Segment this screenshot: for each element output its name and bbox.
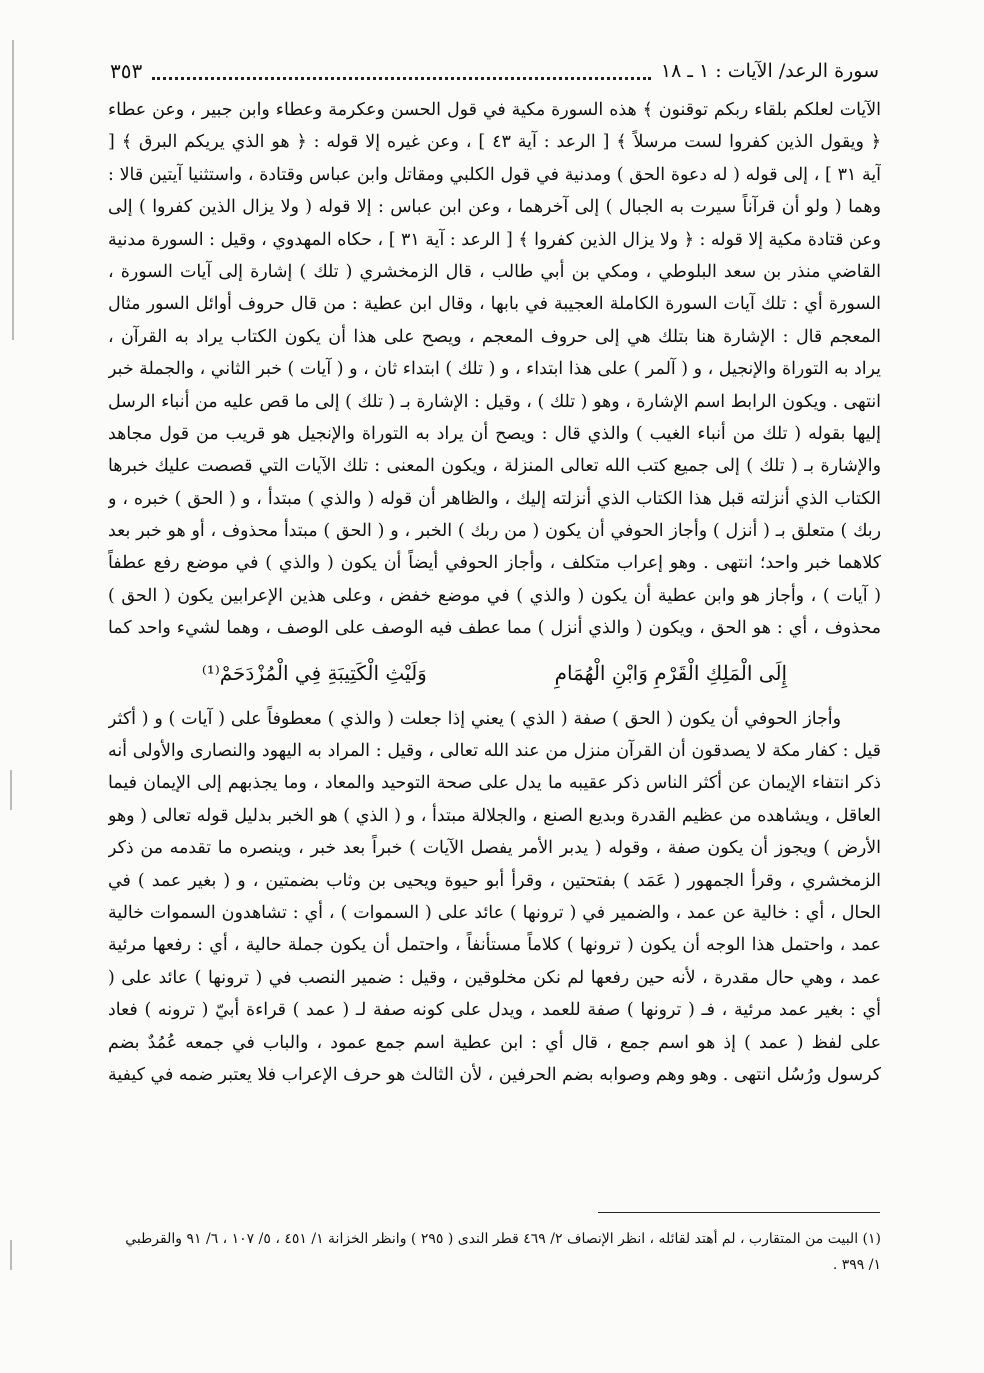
text-line: الزمخشري ، وقرأ الجمهور ( عَمَد ) بفتحتين ، وقرأ أبو حيوة ويحيى بن وثاب بضمتين ، و ( بغير عمد ) في xyxy=(108,870,881,891)
scan-margin-mark xyxy=(12,40,14,340)
text-line: عمد ، واحتمل هذا الوجه أن يكون ( ترونها ) كلاماً مستأنفاً ، واحتمل أن يكون جملة حالية ، أي : رفعها مرئية xyxy=(108,935,881,956)
text-block-1 xyxy=(108,94,881,645)
scan-margin-mark xyxy=(10,1240,12,1270)
text-line: عمد ، وهي حال مقدرة ، لأنه حين رفعها لم نكن مخلوقين ، وقيل : ضمير النصب في ( ترونها ) عائد على ( xyxy=(108,967,881,988)
text-line: الأرض ) ويجوز أن يكون صفة ، وقوله ( يدبر الأمر يفصل الآيات ) خبراً بعد خبر ، وينصره ما تقدمه من ذكر xyxy=(108,838,881,859)
footnote-line-2: ١/ ٣٩٩ . xyxy=(832,1257,881,1273)
text-line: قيل : كفار مكة لا يصدقون أن القرآن منزل من عند الله تعالى ، وقيل : المراد به اليهود والنصارى والأولى أنه xyxy=(108,741,881,762)
text-block-2 xyxy=(108,703,881,1092)
text-line: الكتاب الذي أنزلته قبل هذا الكتاب الذي أنزلته إليك ، والظاهر أن قوله ( والذي ) مبتدأ ، و ( الحق ) خبره ، و xyxy=(108,488,881,509)
text-line: انتهى . ويكون الرابط اسم الإشارة ، وهو ( تلك ) ، وقيل : الإشارة بـ ( تلك ) إلى ما قص عليه من أنباء الرسل xyxy=(108,391,881,412)
main-text xyxy=(108,94,881,1091)
text-line: الحال ، أي : خالية عن عمد ، والضمير في ( ترونها ) عائد على ( السموات ) ، أي : تشاهدون السموات خالية xyxy=(108,902,881,923)
text-line: أي : بغير عمد مرئية ، فـ ( ترونها ) صفة للعمد ، ويدل على كونه صفة لـ ( عمد ) قراءة أبيّ ( ترونه ) فعاد xyxy=(108,1000,881,1021)
text-line: ( آيات ) ، وأجاز هو وابن عطية أن يكون ( والذي ) في موضع خفض ، وعلى هذين الإعرابين يكون ( الحق ) xyxy=(108,585,881,606)
text-line: كلاهما خبر واحد؛ انتهى . وهو إعراب متكلف ، وأجاز الحوفي أيضاً أن يكون ( والذي ) في موضع رفع عطفاً xyxy=(108,553,881,574)
text-line: وعن قتادة مكية إلا قوله : ﴿ ولا يزال الذين كفروا ﴾ [ الرعد : آية ٣١ ] ، حكاه المهدوي ، وقيل : السورة مدنية xyxy=(108,229,881,250)
text-line: ربك ) متعلق بـ ( أنزل ) وأجاز الحوفي أن يكون ( من ربك ) الخبر ، و ( الحق ) مبتدأ محذوف ، أو هو خبر بعد xyxy=(108,521,881,542)
running-header xyxy=(110,56,879,86)
text-line: وأجاز الحوفي أن يكون ( الحق ) صفة ( الذي ) يعني إذا جعلت ( والذي ) معطوفاً على ( آيات ) و ( أكثر xyxy=(108,708,841,729)
text-line: السورة أي : تلك آيات السورة الكاملة العجيبة في بابها ، وقال ابن عطية : من قال حروف أوائل السور مثال xyxy=(108,294,881,315)
header-title: سورة الرعد/ الآيات : ١ ـ ١٨ xyxy=(660,60,879,82)
header-dotted-leader xyxy=(152,63,651,80)
text-line: يراد به التوراة والإنجيل ، و ( آلمر ) على هذا ابتداء ، و ( تلك ) ابتداء ثان ، و ( آيات ) خبر الثاني ، والجملة خبر xyxy=(108,359,881,380)
verse-hemistich-2: وَلَيْثِ الْكَتِيبَةِ فِي الْمُزْدَحَمْ⁽¹⁾ xyxy=(201,661,427,686)
text-line: وهما ( ولو أن قرآناً سيرت به الجبال ) إلى آخرهما ، وعن ابن عباس : إلا قوله ( ولا يزال الذين كفروا ) إلى xyxy=(108,197,881,218)
text-line: إليها بقوله ( تلك من أنباء الغيب ) والذي قال : ويصح أن يراد به التوراة والإنجيل هو قريب من قول مجاهد xyxy=(108,423,881,444)
poetry-verse xyxy=(108,645,881,703)
text-line: المعجم قال : الإشارة هنا بتلك هي إلى حروف المعجم ، ويصح على هذا أن يكون الكتاب يراد به القرآن ، xyxy=(108,326,881,347)
text-line: آية ٣١ ] ، إلى قوله ( له دعوة الحق ) ومدنية في قول الكلبي ومقاتل وابن عباس وقتادة ، واستثنيا آيتين قالا : xyxy=(108,164,881,185)
footnote xyxy=(108,1226,881,1278)
text-line: العاقل ، ويشاهده من عظيم القدرة وبديع الصنع ، والجلالة مبتدأ ، و ( الذي ) هو الخبر بدليل قوله تعالى ( وهو xyxy=(108,805,881,826)
verse-hemistich-1: إِلَى الْمَلِكِ الْقَرْمِ وَابْنِ الْهُمَامِ xyxy=(554,661,788,686)
text-line: القاضي منذر بن سعد البلوطي ، ومكي بن أبي طالب ، قال الزمخشري ( تلك ) إشارة إلى آيات السورة ، xyxy=(108,261,881,282)
page-number: ٣٥٣ xyxy=(110,59,143,83)
text-line: على لفظ ( عمد ) إذ هو اسم جمع ، قال أي : ابن عطية اسم جمع عمود ، والباب في جمعه عُمُدٌ بضم xyxy=(108,1032,881,1053)
footnote-line-1: (١) البيت من المتقارب ، لم أهتد لقائله ، انظر الإنصاف ٢/ ٤٦٩ قطر الندى ( ٢٩٥ ) وانظر الخزانة ١/ ٤٥١ ، ٥/ ١٠٧ ، ٦/ ٩١ والقرطبي xyxy=(125,1231,881,1247)
text-line: والإشارة بـ ( تلك ) إلى جميع كتب الله تعالى المنزلة ، ويكون المعنى : تلك الآيات التي قصصت عليك خبرها xyxy=(108,456,881,477)
text-line: ﴿ ويقول الذين كفروا لست مرسلاً ﴾ [ الرعد : آية ٤٣ ] ، وعن غيره إلا قوله : ﴿ هو الذي يريكم البرق ﴾ [ xyxy=(108,132,881,153)
text-line: كرسول ورُسُل انتهى . وهو وهم وصوابه بضم الحرفين ، لأن الثالث هو حرف الإعراب فلا يعتبر ضمه في كيفية xyxy=(108,1064,881,1085)
text-line: الآيات لعلكم بلقاء ربكم توقنون ﴾ هذه السورة مكية في قول الحسن وعكرمة وعطاء وابن جبير ، وعن عطاء xyxy=(108,100,881,120)
text-line: محذوف ، أي : هو الحق ، ويكون ( والذي أنزل ) مما عطف فيه الوصف على الوصف ، وهما لشيء واحد كما xyxy=(108,618,881,639)
scan-margin-mark xyxy=(10,770,12,810)
text-line: ذكر انتفاء الإيمان عن أكثر الناس ذكر عقيبه ما يدل على صحة التوحيد والمعاد ، وما يجذبهم إلى الإيمان فيما xyxy=(108,773,881,794)
footnote-separator xyxy=(598,1212,880,1213)
